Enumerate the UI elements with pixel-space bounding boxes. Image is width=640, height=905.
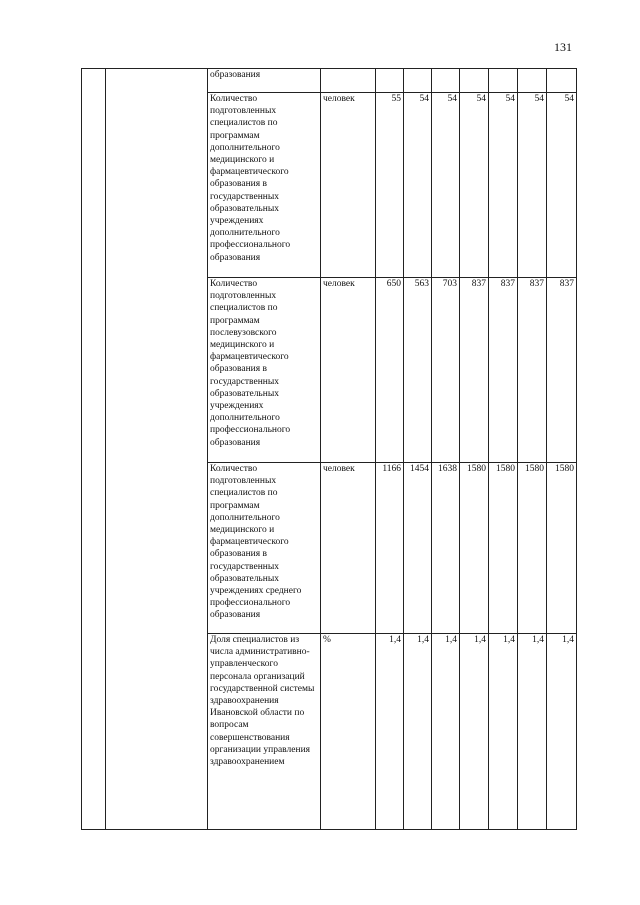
table-row: [82, 69, 577, 93]
indicator-description: Количество подготовленных специалистов по программам дополнительного медицинского и фармацевтического образования в государственных образовательных учреждениях среднего профессионального образования: [208, 463, 321, 634]
indicator-value: 1,4: [547, 634, 577, 830]
indicator-value: 54: [460, 93, 489, 278]
indicator-unit: человек: [321, 463, 376, 634]
indicator-description: Количество подготовленных специалистов по программам дополнительного медицинского и фармацевтического образования в государственных образовательных учреждениях дополнительного профессионального образования: [208, 93, 321, 278]
indicator-value: 54: [547, 93, 577, 278]
indicator-value: 837: [518, 278, 547, 463]
indicator-value: 837: [547, 278, 577, 463]
indicator-unit: человек: [321, 93, 376, 278]
indicator-value: [432, 69, 460, 93]
indicator-value: 55: [376, 93, 404, 278]
indicator-value: 1580: [489, 463, 518, 634]
indicator-value: 1638: [432, 463, 460, 634]
indicator-value: 1580: [460, 463, 489, 634]
page-number: 131: [554, 40, 572, 54]
indicator-description: Количество подготовленных специалистов по программам послевузовского медицинского и фармацевтического образования в государственных образовательных учреждениях дополнительного профессионального образования: [208, 278, 321, 463]
indicator-value: 1166: [376, 463, 404, 634]
indicator-value: 1,4: [404, 634, 432, 830]
indicator-value: [404, 69, 432, 93]
indicator-value: [460, 69, 489, 93]
indicator-value: 54: [518, 93, 547, 278]
indicator-value: 54: [432, 93, 460, 278]
indicator-value: 1,4: [518, 634, 547, 830]
indicator-value: 1,4: [489, 634, 518, 830]
indicator-value: 54: [489, 93, 518, 278]
indicator-unit: [321, 69, 376, 93]
indicator-value: [489, 69, 518, 93]
indicator-value: 1,4: [432, 634, 460, 830]
indicator-value: 1580: [547, 463, 577, 634]
indicator-value: 703: [432, 278, 460, 463]
indicator-value: 1454: [404, 463, 432, 634]
indicator-value: 1,4: [376, 634, 404, 830]
indicators-table: [81, 68, 577, 830]
indicator-unit: %: [321, 634, 376, 830]
indicator-value: [547, 69, 577, 93]
indicator-value: 837: [489, 278, 518, 463]
indicator-value: 650: [376, 278, 404, 463]
indicator-value: 54: [404, 93, 432, 278]
indicator-value: 1,4: [460, 634, 489, 830]
indicator-value: 563: [404, 278, 432, 463]
indicator-value: [376, 69, 404, 93]
number-column-cell: [82, 69, 106, 830]
indicator-description: Доля специалистов из числа административно-управленческого персонала организаций государственной системы здравоохранения Ивановской области по вопросам совершенствования организации управления здравоохранением: [208, 634, 321, 830]
indicator-value: 837: [460, 278, 489, 463]
indicator-description: образования: [208, 69, 321, 93]
indicator-value: [518, 69, 547, 93]
indicator-value: 1580: [518, 463, 547, 634]
goal-column-cell: [106, 69, 208, 830]
indicator-unit: человек: [321, 278, 376, 463]
